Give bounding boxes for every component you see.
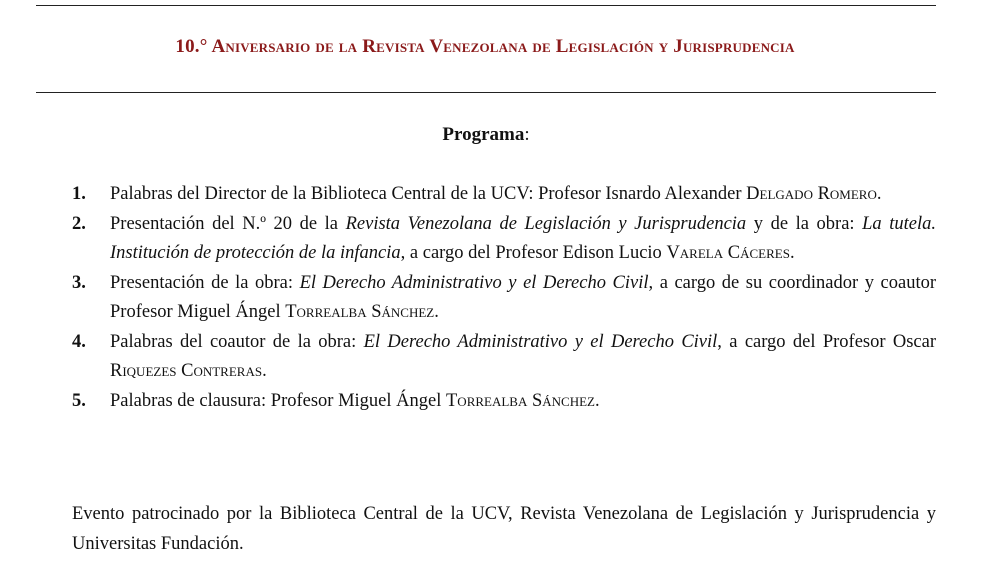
program-item-4 [72, 328, 936, 387]
item-surname: Riquezes Contreras [110, 361, 263, 381]
program-heading-colon: : [524, 124, 530, 145]
item-text: , a cargo del Profesor Edison Lucio [400, 243, 667, 263]
title-bottom-rule [36, 92, 936, 93]
item-surname: Torrealba Sánchez [285, 302, 435, 322]
item-text: Palabras del coautor de la obra: [110, 331, 364, 352]
document-title: 10.° Aniversario de la Revista Venezolana de Legislación y Jurisprudencia [175, 36, 795, 57]
item-text: y de la obra: [746, 213, 863, 234]
item-number: 5. [72, 390, 86, 411]
item-text: , a cargo del Profesor Oscar [717, 331, 937, 352]
item-text-end: . [876, 184, 882, 204]
program-item-1 [72, 180, 936, 210]
item-text: Palabras del Director de la Biblioteca Central de la UCV: Profesor Isnardo Alexander [110, 184, 747, 204]
item-book-title: La tutela. Institución de protección de la infancia [110, 213, 936, 263]
program-list [72, 180, 936, 416]
item-book-title: El Derecho Administrativo y el Derecho Civil [363, 331, 718, 352]
item-number: 3. [72, 272, 86, 293]
item-text-end: . [789, 243, 795, 263]
item-surname: Torrealba Sánchez [446, 390, 595, 411]
item-number: 2. [72, 213, 86, 234]
item-text: Presentación del N.º 20 de la [110, 213, 346, 234]
item-surname: Delgado Romero [746, 184, 877, 204]
item-text-end: . [262, 361, 267, 381]
item-book-title: El Derecho Administrativo y el Derecho Civil [299, 272, 649, 293]
item-text: , a cargo de su coordinador y coautor Profesor Miguel Ángel [110, 272, 936, 322]
program-item-3 [72, 269, 936, 328]
item-text: Presentación de la obra: [110, 272, 300, 293]
item-journal-title: Revista Venezolana de Legislación y Jurisprudencia [345, 213, 747, 234]
item-number: 4. [72, 331, 86, 352]
program-item-2 [72, 210, 936, 269]
program-heading-label: Programa [442, 124, 525, 145]
item-number: 1. [72, 184, 86, 204]
item-text-end: . [595, 390, 600, 411]
sponsor-note: Evento patrocinado por la Biblioteca Central de la UCV, Revista Venezolana de Legislación y Jurisprudencia y Universitas Fundación. [72, 504, 936, 554]
item-text-end: . [434, 302, 439, 322]
program-item-5 [72, 387, 936, 417]
top-rule [36, 5, 936, 6]
program-heading [0, 124, 972, 146]
item-surname: Varela Cáceres [666, 243, 790, 263]
item-text: Palabras de clausura: Profesor Miguel Ángel [110, 390, 446, 411]
